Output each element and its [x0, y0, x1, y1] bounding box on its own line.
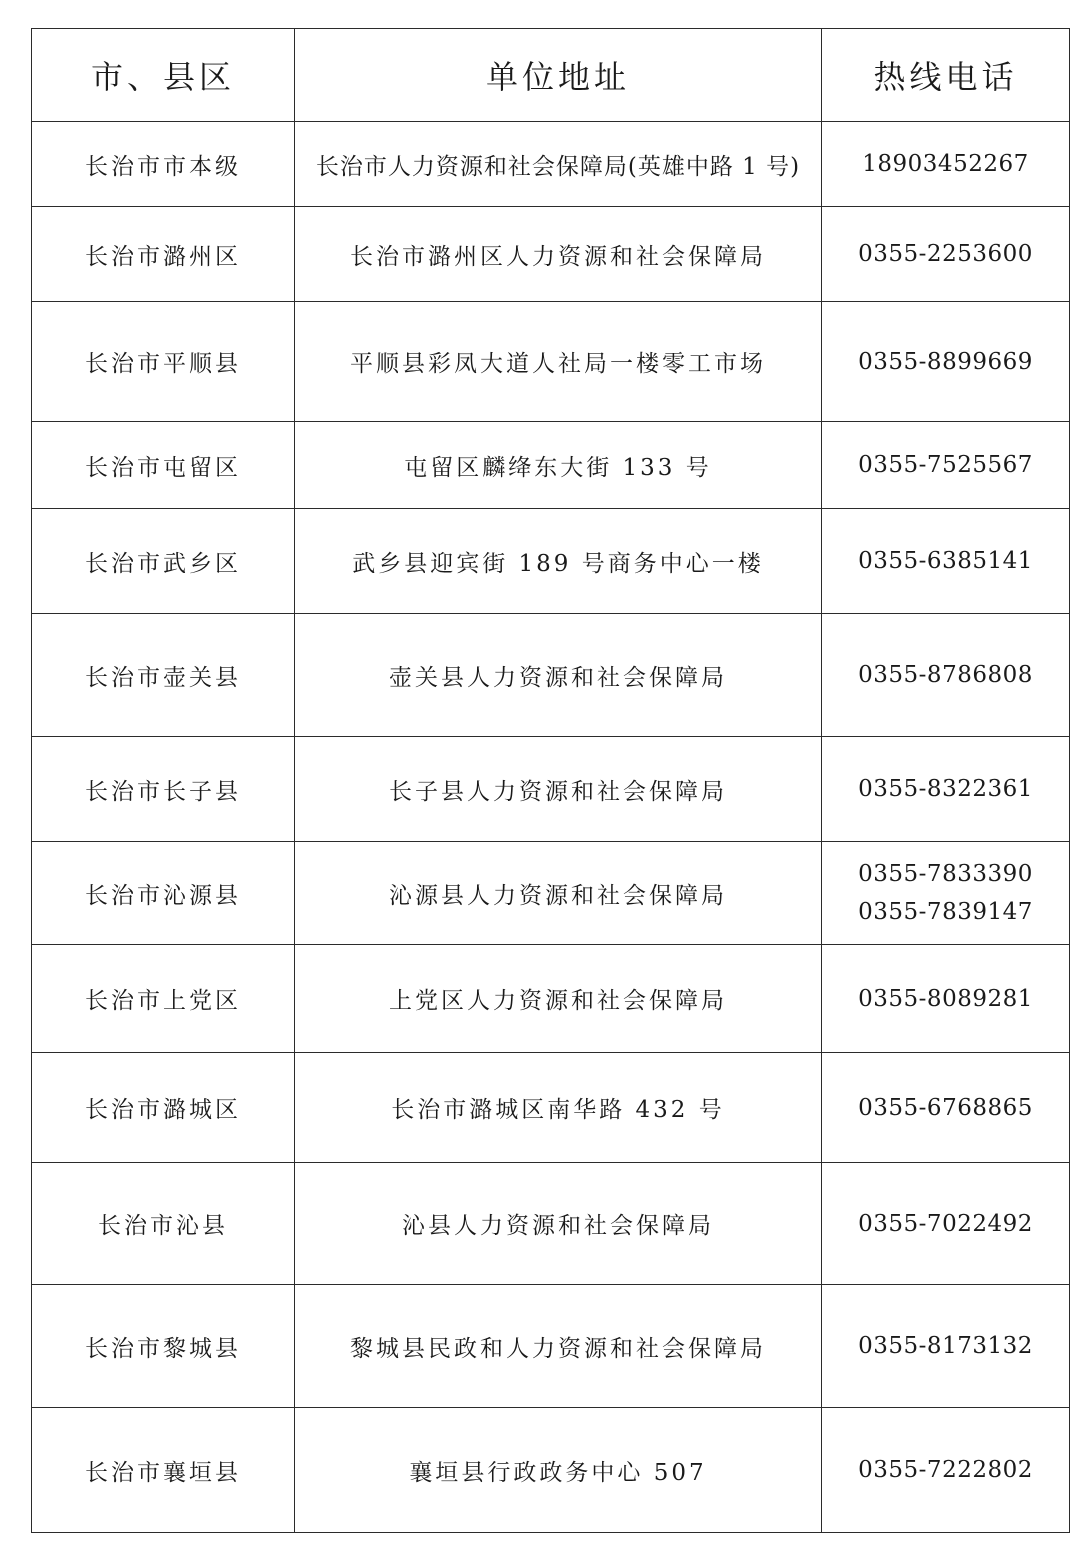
phone-cell — [822, 207, 1070, 302]
region-cell: 长治市潞州区 — [32, 207, 295, 302]
phone-cell — [822, 422, 1070, 509]
address-cell: 武乡县迎宾街 189 号商务中心一楼 — [295, 509, 822, 614]
region-cell: 长治市沁县 — [32, 1163, 295, 1285]
table-row — [32, 614, 1070, 737]
table-row — [32, 1163, 1070, 1285]
table-row — [32, 945, 1070, 1053]
table-row — [32, 1408, 1070, 1533]
phone-cell — [822, 614, 1070, 737]
table-row — [32, 509, 1070, 614]
region-cell: 长治市武乡区 — [32, 509, 295, 614]
region-cell: 长治市平顺县 — [32, 302, 295, 422]
phone-number: 0355-7022492 — [858, 1210, 1033, 1237]
phone-cell — [822, 1053, 1070, 1163]
table-row — [32, 1285, 1070, 1408]
address-cell: 长子县人力资源和社会保障局 — [295, 737, 822, 842]
address-cell: 上党区人力资源和社会保障局 — [295, 945, 822, 1053]
header-phone: 热线电话 — [822, 29, 1070, 122]
phone-number: 0355-6768865 — [858, 1094, 1033, 1121]
phone-number: 0355-6385141 — [858, 548, 1033, 574]
address-cell: 长治市潞城区南华路 432 号 — [295, 1053, 822, 1163]
region-cell: 长治市黎城县 — [32, 1285, 295, 1408]
phone-cell — [822, 1163, 1070, 1285]
phone-cell — [822, 842, 1070, 945]
phone-cell — [822, 1408, 1070, 1533]
phone-cell — [822, 945, 1070, 1053]
phone-number: 0355-2253600 — [858, 241, 1033, 267]
phone-number: 0355-8786808 — [858, 662, 1033, 688]
table-row — [32, 1053, 1070, 1163]
address-cell: 沁源县人力资源和社会保障局 — [295, 842, 822, 945]
phone-number: 0355-7839147 — [858, 899, 1033, 925]
region-cell: 长治市襄垣县 — [32, 1408, 295, 1533]
address-cell: 长治市潞州区人力资源和社会保障局 — [295, 207, 822, 302]
region-cell: 长治市沁源县 — [32, 842, 295, 945]
phone-number: 0355-8899669 — [858, 348, 1033, 375]
table-row — [32, 737, 1070, 842]
address-cell: 长治市人力资源和社会保障局(英雄中路 1 号) — [295, 122, 822, 207]
address-cell: 平顺县彩凤大道人社局一楼零工市场 — [295, 302, 822, 422]
region-cell: 长治市潞城区 — [32, 1053, 295, 1163]
region-cell: 长治市长子县 — [32, 737, 295, 842]
phone-number: 0355-7833390 — [858, 861, 1033, 887]
phone-number: 0355-8173132 — [858, 1333, 1033, 1359]
region-cell: 长治市上党区 — [32, 945, 295, 1053]
table-row — [32, 302, 1070, 422]
phone-cell — [822, 122, 1070, 207]
address-cell: 壶关县人力资源和社会保障局 — [295, 614, 822, 737]
phone-cell — [822, 1285, 1070, 1408]
phone-cell — [822, 509, 1070, 614]
phone-number: 0355-8322361 — [858, 776, 1033, 802]
phone-number: 18903452267 — [862, 151, 1029, 177]
address-cell: 沁县人力资源和社会保障局 — [295, 1163, 822, 1285]
hotline-table — [31, 28, 1070, 1533]
region-cell: 长治市壶关县 — [32, 614, 295, 737]
phone-cell — [822, 302, 1070, 422]
region-cell: 长治市市本级 — [32, 122, 295, 207]
header-region: 市、县区 — [32, 29, 295, 122]
address-cell: 屯留区麟绛东大街 133 号 — [295, 422, 822, 509]
address-cell: 黎城县民政和人力资源和社会保障局 — [295, 1285, 822, 1408]
table-row — [32, 207, 1070, 302]
phone-number: 0355-7222802 — [858, 1457, 1033, 1483]
header-address: 单位地址 — [295, 29, 822, 122]
phone-number: 0355-7525567 — [858, 452, 1033, 478]
address-cell: 襄垣县行政政务中心 507 — [295, 1408, 822, 1533]
table-row — [32, 422, 1070, 509]
table-row — [32, 122, 1070, 207]
phone-cell — [822, 737, 1070, 842]
table-body — [32, 122, 1070, 1533]
table-row — [32, 842, 1070, 945]
region-cell: 长治市屯留区 — [32, 422, 295, 509]
phone-number: 0355-8089281 — [858, 985, 1033, 1012]
header-row — [32, 29, 1070, 122]
